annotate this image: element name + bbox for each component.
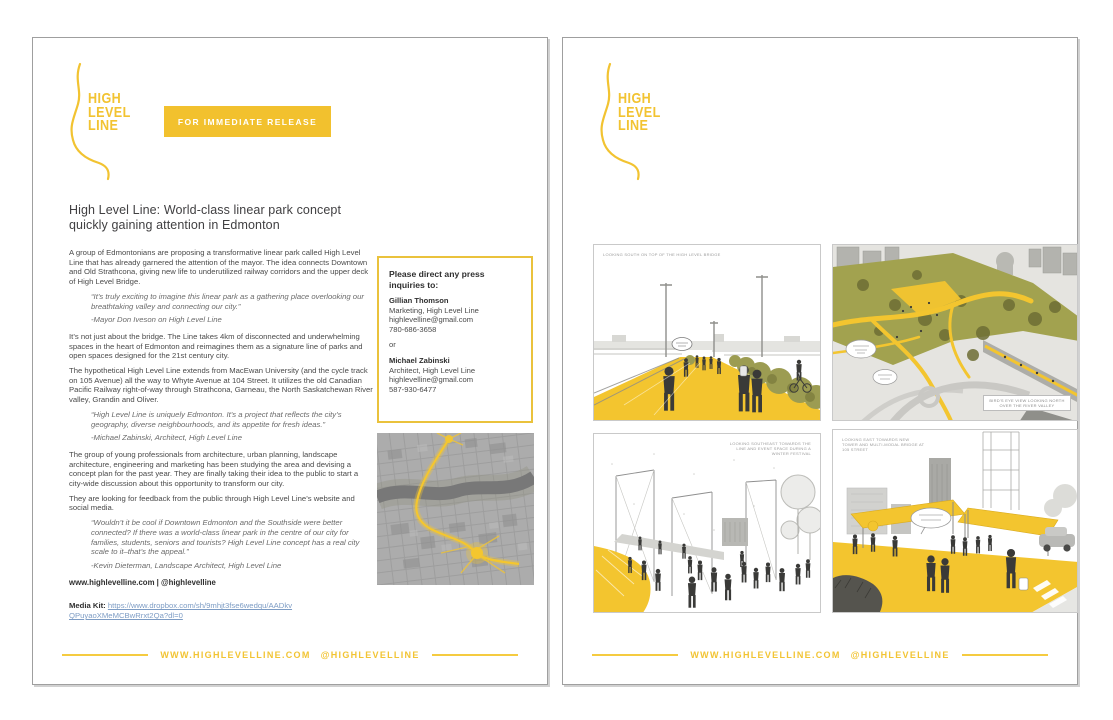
figure-caption: BIRD'S EYE VIEW LOOKING NORTH OVER THE RIVER VALLEY xyxy=(983,395,1071,411)
media-kit-line xyxy=(69,601,294,620)
paragraph-intro: A group of Edmontonians are proposing a transformative linear park called High Level Line that has already garnered the attention of the mayor. The idea connects Downtown and Old Strathcona, giving new life to underutilized railway corridors and the upper deck of High Level Bridge. xyxy=(69,248,369,287)
title-line-1: High Level Line: World-class linear park concept xyxy=(69,203,342,217)
logo-word: HIGH xyxy=(618,90,652,107)
high-level-line-logo xyxy=(66,62,176,182)
contact-phone: 587-930-6477 xyxy=(389,384,437,394)
logo-word: LEVEL xyxy=(618,103,661,121)
page-footer xyxy=(33,650,547,660)
footer-social-handle: @HIGHLEVELLINE xyxy=(320,650,420,660)
paragraph-route: The hypothetical High Level Line extends from MacEwan University (and the cycle track on 105 Avenue) all the way to Whyte Avenue at 104 Street. It utilizes the old Canadian Pacific Railway right-of-way through Strathcona, Garneau, the North Saskatchewan River valley, Grandin and Oliver. xyxy=(69,366,373,405)
aerial-route-map-illustration xyxy=(377,433,534,585)
quote-mayor-attribution: -Mayor Don Iveson on High Level Line xyxy=(91,315,222,325)
contact-phone: 780-686-3658 xyxy=(389,324,437,334)
contact-email: highlevelline@gmail.com xyxy=(389,375,474,385)
figure-caption: LOOKING EAST TOWARDS NEW TOWER AND MULTI-MODAL BRIDGE AT 105 STREET xyxy=(842,437,925,453)
footer-website: WWW.HIGHLEVELLINE.COM xyxy=(160,650,311,660)
contact-email: highlevelline@gmail.com xyxy=(389,315,474,325)
press-box-heading: Please direct any press inquiries to: xyxy=(389,269,485,290)
aerial-route-map xyxy=(377,433,534,585)
media-kit-link[interactable]: https://www.dropbox.com/sh/9mhjt3fse6wedqu/AADkvQPuyaoXMeMCBwRrxt2Qa?dl=0 xyxy=(69,601,293,621)
paragraph-team: The group of young professionals from architecture, urban planning, landscape architecture, engineering and marketing has been studying the area and devising a concept plan for the past year. They are finally taking their idea to the public to start a city-wide discussion about this opportunity to transform our city. xyxy=(69,449,359,489)
paragraph-feedback: They are looking for feedback from the public through High Level Line’s website and social media. xyxy=(69,493,355,513)
quote-mayor: “It’s truly exciting to imagine this linear park as a gathering place overlooking our breathtaking valley and connecting our city.” xyxy=(91,291,364,311)
footer-rule-left xyxy=(592,654,678,656)
footer-rule-right xyxy=(962,654,1048,656)
high-level-line-logo xyxy=(596,62,706,182)
footer-text xyxy=(690,650,949,660)
page-title xyxy=(69,203,341,233)
rendering-birds-eye-park xyxy=(832,244,1078,421)
press-release-page-2 xyxy=(562,37,1078,685)
media-kit-label: Media Kit: xyxy=(69,601,106,611)
logo-word: LEVEL xyxy=(88,103,131,121)
winter-park-illustration xyxy=(594,434,821,613)
title-line-2: quickly gaining attention in Edmonton xyxy=(69,218,280,232)
rendering-winter-park xyxy=(593,433,821,613)
figure-caption: LOOKING SOUTHEAST TOWARDS THE LINE AND EVENT SPACE DURING A WINTER FESTIVAL xyxy=(729,441,811,457)
contact-role: Marketing, High Level Line xyxy=(389,305,479,315)
contact-name: Gillian Thomson xyxy=(389,296,449,305)
press-inquiries-box xyxy=(377,256,533,423)
logo-word: LINE xyxy=(88,117,119,134)
footer-social-handle: @HIGHLEVELLINE xyxy=(850,650,950,660)
article-body xyxy=(69,248,374,621)
logo-wordmark xyxy=(88,92,131,133)
footer-website: WWW.HIGHLEVELLINE.COM xyxy=(690,650,841,660)
press-release-page-1 xyxy=(32,37,548,685)
street-plaza-illustration xyxy=(833,430,1078,613)
logo-wordmark xyxy=(618,92,661,133)
footer-rule-right xyxy=(432,654,518,656)
page-footer xyxy=(563,650,1077,660)
logo-word: LINE xyxy=(618,117,649,134)
for-immediate-release-badge xyxy=(164,106,331,137)
quote-architect-attribution: -Michael Zabinski, Architect, High Level Line xyxy=(91,433,242,443)
quote-landscape-architect: “Wouldn’t it be cool if Downtown Edmonton and the Southside were better connected? If there was a world-class linear park in the centre of our city for families, students, seniors and tourists? High Level Line concept has a real city scale to it–that’s the appeal.” xyxy=(91,518,360,557)
website-social-line: www.highlevelline.com | @highlevelline xyxy=(69,577,216,587)
release-badge-label: FOR IMMEDIATE RELEASE xyxy=(177,116,318,127)
figure-caption: LOOKING SOUTH ON TOP OF THE HIGH LEVEL BRIDGE xyxy=(603,252,721,257)
or-label: or xyxy=(389,340,396,350)
rendering-bridge-walkway xyxy=(593,244,821,421)
contact-role: Architect, High Level Line xyxy=(389,365,476,375)
rendering-street-plaza xyxy=(832,429,1078,613)
footer-rule-left xyxy=(62,654,148,656)
paragraph-bridge: It’s not just about the bridge. The Line takes 4km of disconnected and underwhelming spaces in the heart of Edmonton and reimagines them as a signature line of parks and open spaces designed for the 21st century city. xyxy=(69,331,363,361)
contact-name: Michael Zabinski xyxy=(389,355,450,365)
quote-landscape-architect-attribution: -Kevin Dieterman, Landscape Architect, High Level Line xyxy=(91,560,282,570)
footer-text xyxy=(160,650,419,660)
logo-word: HIGH xyxy=(88,90,122,107)
quote-architect: “High Level Line is uniquely Edmonton. It’s a project that reflects the city’s geography, diverse neighbourhoods, and its appetite for fresh ideas.” xyxy=(91,409,342,429)
bridge-walkway-illustration xyxy=(594,245,821,421)
